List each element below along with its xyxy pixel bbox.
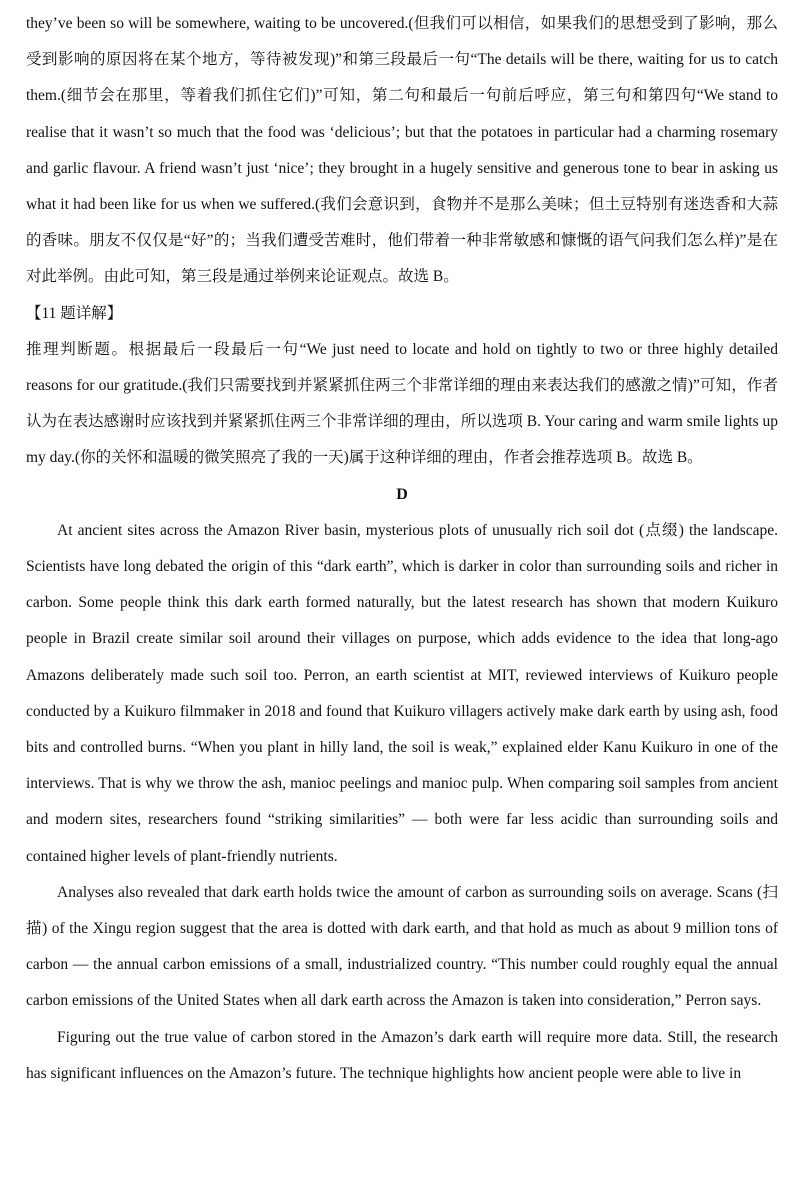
passage-paragraph-1: At ancient sites across the Amazon River basin, mysterious plots of unusually rich soil dot (点缀) the landscape. Scientists have long debated the origin of this “dark earth”, which is darker in color than surrounding soils and richer in carbon. Some people think this dark earth formed naturally, but the latest research has shown that modern Kuikuro people in Brazil create similar soil around their villages on purpose, which adds evidence to the idea that long-ago Amazons deliberately made such soil too. Perron, an earth scientist at MIT, reviewed interviews of Kuikuro people conducted by a Kuikuro filmmaker in 2018 and found that Kuikuro villagers actively make dark earth by using ash, food bits and controlled burns. “When you plant in hilly land, the soil is weak,” explained elder Kanu Kuikuro in one of the interviews. That is why we throw the ash, manioc peelings and manioc pulp. When comparing soil samples from ancient and modern sites, researchers found “striking similarities” — both were far less acidic than surrounding soils and contained higher levels of plant-friendly nutrients. (26, 521, 778, 865)
question-11-label: 【11 题详解】 (26, 304, 123, 322)
passage-paragraph-3: Figuring out the true value of carbon stored in the Amazon’s dark earth will require more data. Still, the research has significant influences on the Amazon’s future. The technique highlights how ancient people were able to live in (26, 1028, 778, 1082)
document-page (26, 0, 778, 1092)
passage-paragraph-2: Analyses also revealed that dark earth holds twice the amount of carbon as surrounding soils on average. Scans (扫描) of the Xingu region suggest that the area is dotted with dark earth, and that hold as much as about 9 million tons of carbon — the annual carbon emissions of a small, industrialized country. “This number could roughly equal the annual carbon emissions of the United States when all dark earth across the Amazon is taken into consideration,” Perron says. (26, 883, 778, 1010)
intro-paragraph: they’ve been so will be somewhere, waiting to be uncovered.(但我们可以相信，如果我们的思想受到了影响，那么受到影响的原因将在某个地方，等待被发现)”和第三段最后一句“The details will be there, waiting for us to catch them.(细节会在那里，等着我们抓住它们)”可知，第二句和最后一句前后呼应，第三句和第四句“We stand to realise that it wasn’t so much that the food was ‘delicious’; but that the potatoes in particular had a charming rosemary and garlic flavour. A friend wasn’t just ‘nice’; they brought in a hugely sensitive and generous tone to bear in asking us what it had been like for us when we suffered.(我们会意识到，食物并不是那么美味；但土豆特别有迷迭香和大蒜的香味。朋友不仅仅是“好”的；当我们遭受苦难时，他们带着一种非常敏感和慷慨的语气问我们怎么样)”是在对此举例。由此可知，第三段是通过举例来论证观点。故选 B。 (26, 15, 778, 286)
question-11-explanation: 推理判断题。根据最后一段最后一句“We just need to locate and hold on tightly to two or three highly detailed reasons for our gratitude.(我们只需要找到并紧紧抓住两三个非常详细的理由来表达我们的感激之情)”可知，作者认为在表达感谢时应该找到并紧紧抓住两三个非常详细的理由，所以选项 B. Your caring and warm smile lights up my day.(你的关怀和温暖的微笑照亮了我的一天)属于这种详细的理由，作者会推荐选项 B。故选 B。 (26, 340, 778, 467)
section-letter: D (396, 485, 408, 503)
